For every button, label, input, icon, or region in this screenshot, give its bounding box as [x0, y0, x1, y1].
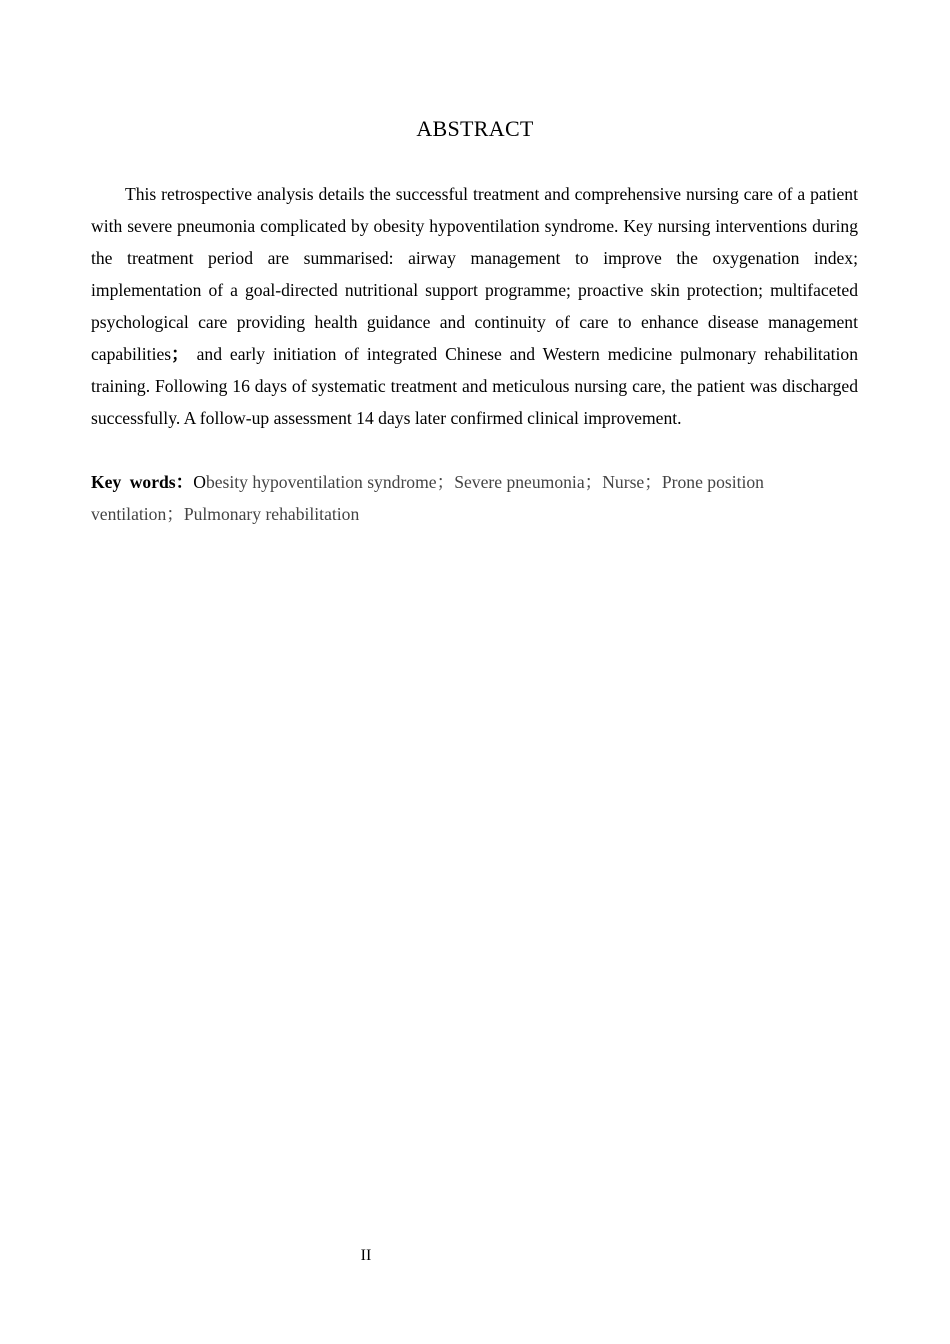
page-number: II	[360, 1247, 372, 1264]
keywords-text: besity hypoventilation syndrome；Severe pneumonia；Nurse；Prone position ventilation；Pulmonary rehabilitation	[91, 472, 764, 524]
keywords-first-letter: O	[193, 472, 206, 492]
abstract-paragraph	[91, 178, 858, 434]
abstract-separator: ；	[171, 344, 189, 364]
abstract-text-part2: and early initiation of integrated Chinese and Western medicine pulmonary rehabilitation training. Following 16 days of systematic treatment and meticulous nursing care, the patient was discharged successfully. A follow-up assessment 14 days later confirmed clinical improvement.	[91, 344, 858, 428]
keywords-line	[91, 466, 831, 530]
abstract-title: ABSTRACT	[416, 116, 534, 141]
keywords-label: Key words：	[91, 472, 194, 492]
abstract-text-part1: This retrospective analysis details the successful treatment and comprehensive nursing care of a patient with severe pneumonia complicated by obesity hypoventilation syndrome. Key nursing interventions during the treatment period are summarised: airway management to improve the oxygenation index; implementation of a goal-directed nutritional support programme; proactive skin protection; multifaceted psychological care providing health guidance and continuity of care to enhance disease management capabilities	[91, 184, 858, 364]
